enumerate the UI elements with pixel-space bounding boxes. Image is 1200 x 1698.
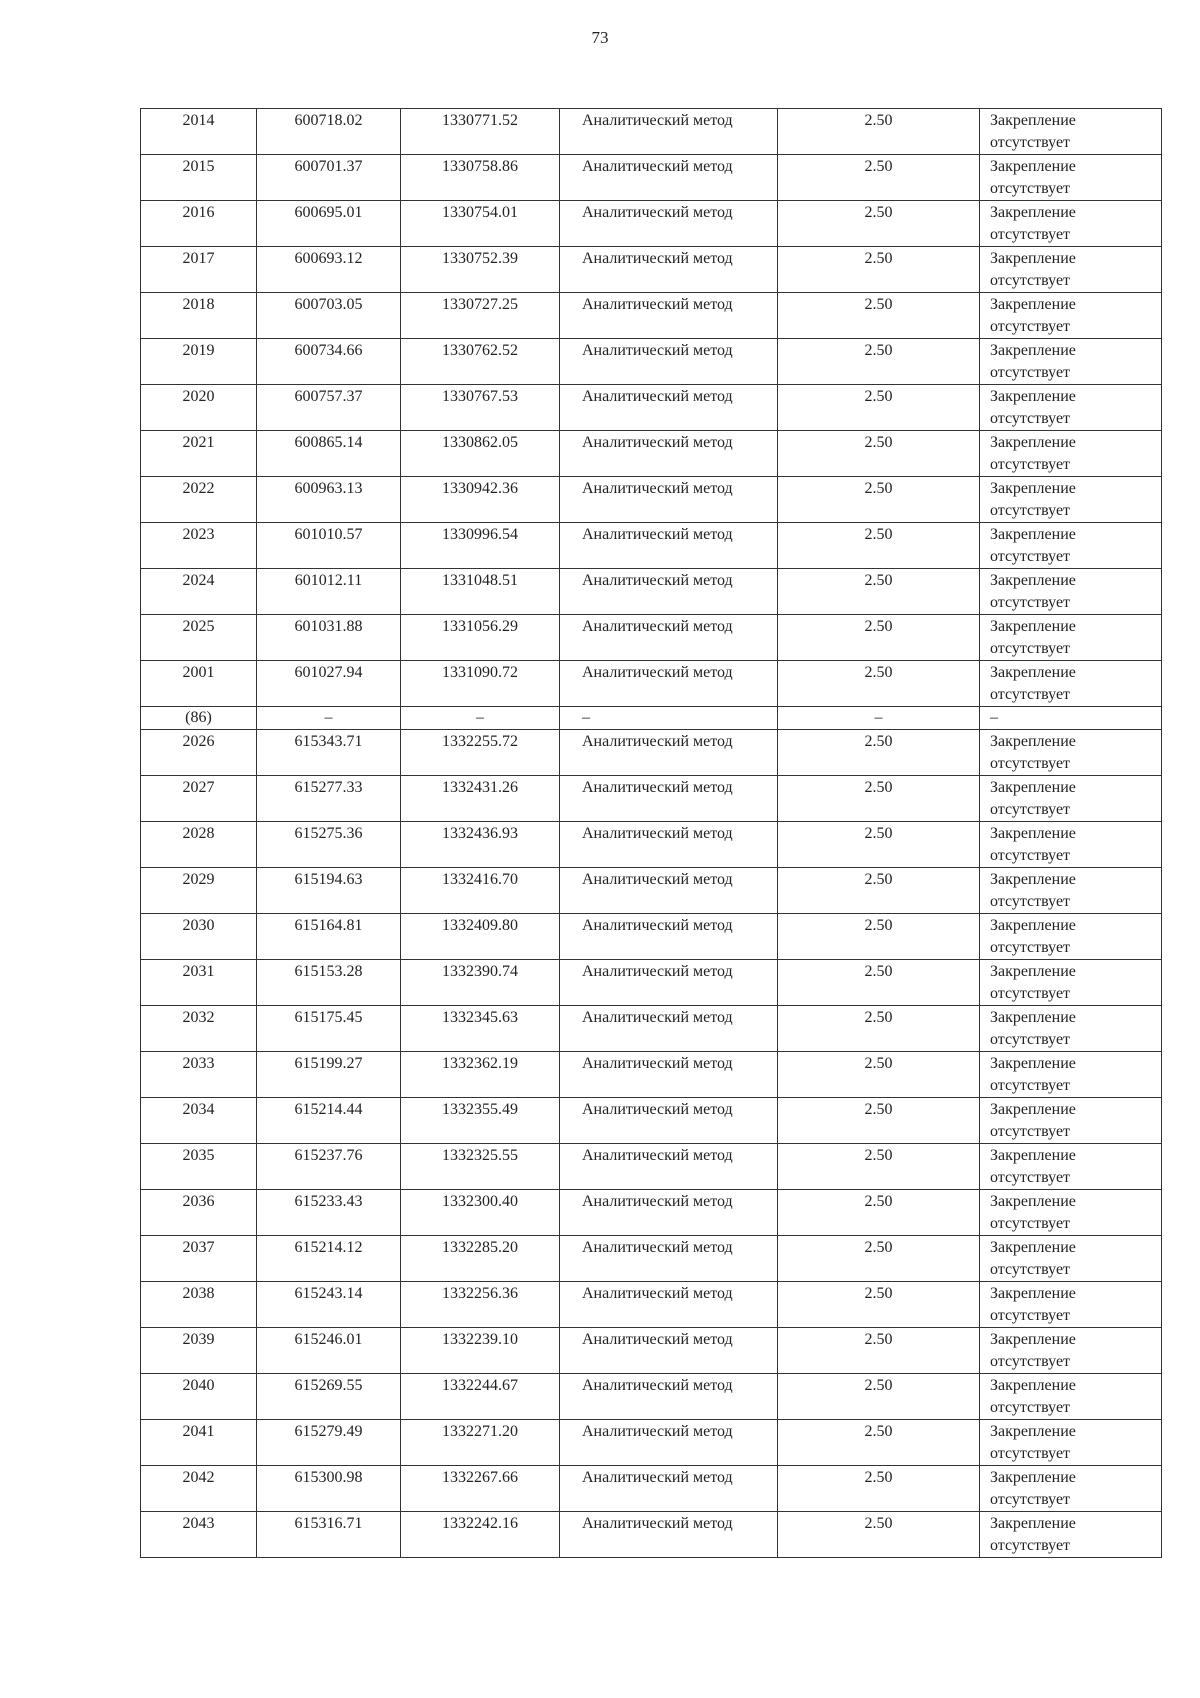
accuracy-cell: 2.50 bbox=[778, 960, 980, 1006]
table-row bbox=[141, 1144, 1162, 1190]
point-number-cell: 2031 bbox=[141, 960, 257, 1006]
point-number-cell: 2042 bbox=[141, 1466, 257, 1512]
point-number-cell: 2026 bbox=[141, 730, 257, 776]
x-coordinate-cell: 600718.02 bbox=[257, 109, 401, 155]
x-coordinate-cell: 615214.44 bbox=[257, 1098, 401, 1144]
fixation-cell: Закрепление отсутствует bbox=[980, 155, 1162, 201]
y-coordinate-cell: 1330767.53 bbox=[401, 385, 560, 431]
method-cell: Аналитический метод bbox=[560, 661, 778, 707]
method-cell: Аналитический метод bbox=[560, 1512, 778, 1558]
fixation-cell: Закрепление отсутствует bbox=[980, 201, 1162, 247]
method-cell: Аналитический метод bbox=[560, 155, 778, 201]
x-coordinate-cell: 600734.66 bbox=[257, 339, 401, 385]
method-cell: Аналитический метод bbox=[560, 1420, 778, 1466]
accuracy-cell: 2.50 bbox=[778, 477, 980, 523]
point-number-cell: 2037 bbox=[141, 1236, 257, 1282]
method-cell: Аналитический метод bbox=[560, 1098, 778, 1144]
point-number-cell: 2024 bbox=[141, 569, 257, 615]
table-row bbox=[141, 155, 1162, 201]
table-row bbox=[141, 1282, 1162, 1328]
y-coordinate-cell: 1332256.36 bbox=[401, 1282, 560, 1328]
point-number-cell: 2034 bbox=[141, 1098, 257, 1144]
x-coordinate-cell: 615164.81 bbox=[257, 914, 401, 960]
table-row bbox=[141, 523, 1162, 569]
y-coordinate-cell: 1332239.10 bbox=[401, 1328, 560, 1374]
fixation-cell: Закрепление отсутствует bbox=[980, 615, 1162, 661]
accuracy-cell: 2.50 bbox=[778, 661, 980, 707]
accuracy-cell: 2.50 bbox=[778, 914, 980, 960]
x-coordinate-cell: 601012.11 bbox=[257, 569, 401, 615]
x-coordinate-cell: 615269.55 bbox=[257, 1374, 401, 1420]
accuracy-cell: 2.50 bbox=[778, 339, 980, 385]
method-cell: Аналитический метод bbox=[560, 109, 778, 155]
point-number-cell: 2018 bbox=[141, 293, 257, 339]
x-coordinate-cell: – bbox=[257, 707, 401, 730]
table-row bbox=[141, 960, 1162, 1006]
method-cell: Аналитический метод bbox=[560, 1466, 778, 1512]
table-row bbox=[141, 1374, 1162, 1420]
method-cell: Аналитический метод bbox=[560, 1282, 778, 1328]
method-cell: Аналитический метод bbox=[560, 431, 778, 477]
x-coordinate-cell: 615277.33 bbox=[257, 776, 401, 822]
method-cell: Аналитический метод bbox=[560, 385, 778, 431]
y-coordinate-cell: – bbox=[401, 707, 560, 730]
x-coordinate-cell: 600865.14 bbox=[257, 431, 401, 477]
point-number-cell: 2020 bbox=[141, 385, 257, 431]
fixation-cell: Закрепление отсутствует bbox=[980, 776, 1162, 822]
fixation-cell: Закрепление отсутствует bbox=[980, 1328, 1162, 1374]
x-coordinate-cell: 615214.12 bbox=[257, 1236, 401, 1282]
table-row bbox=[141, 1512, 1162, 1558]
accuracy-cell: 2.50 bbox=[778, 569, 980, 615]
method-cell: Аналитический метод bbox=[560, 339, 778, 385]
accuracy-cell: 2.50 bbox=[778, 868, 980, 914]
accuracy-cell: 2.50 bbox=[778, 1144, 980, 1190]
y-coordinate-cell: 1332431.26 bbox=[401, 776, 560, 822]
point-number-cell: 2001 bbox=[141, 661, 257, 707]
table-row bbox=[141, 822, 1162, 868]
table-row bbox=[141, 109, 1162, 155]
point-number-cell: 2027 bbox=[141, 776, 257, 822]
point-number-cell: 2022 bbox=[141, 477, 257, 523]
point-number-cell: (86) bbox=[141, 707, 257, 730]
method-cell: Аналитический метод bbox=[560, 914, 778, 960]
x-coordinate-cell: 615300.98 bbox=[257, 1466, 401, 1512]
x-coordinate-cell: 615194.63 bbox=[257, 868, 401, 914]
y-coordinate-cell: 1331048.51 bbox=[401, 569, 560, 615]
table-row bbox=[141, 707, 1162, 730]
y-coordinate-cell: 1330754.01 bbox=[401, 201, 560, 247]
x-coordinate-cell: 600693.12 bbox=[257, 247, 401, 293]
x-coordinate-cell: 600695.01 bbox=[257, 201, 401, 247]
accuracy-cell: 2.50 bbox=[778, 155, 980, 201]
fixation-cell: Закрепление отсутствует bbox=[980, 1466, 1162, 1512]
y-coordinate-cell: 1332242.16 bbox=[401, 1512, 560, 1558]
point-number-cell: 2023 bbox=[141, 523, 257, 569]
y-coordinate-cell: 1332244.67 bbox=[401, 1374, 560, 1420]
method-cell: Аналитический метод bbox=[560, 247, 778, 293]
fixation-cell: Закрепление отсутствует bbox=[980, 960, 1162, 1006]
method-cell: Аналитический метод bbox=[560, 615, 778, 661]
fixation-cell: – bbox=[980, 707, 1162, 730]
fixation-cell: Закрепление отсутствует bbox=[980, 339, 1162, 385]
accuracy-cell: 2.50 bbox=[778, 523, 980, 569]
table-row bbox=[141, 569, 1162, 615]
point-number-cell: 2039 bbox=[141, 1328, 257, 1374]
table-row bbox=[141, 293, 1162, 339]
method-cell: Аналитический метод bbox=[560, 1236, 778, 1282]
fixation-cell: Закрепление отсутствует bbox=[980, 822, 1162, 868]
fixation-cell: Закрепление отсутствует bbox=[980, 1236, 1162, 1282]
y-coordinate-cell: 1332409.80 bbox=[401, 914, 560, 960]
table-row bbox=[141, 661, 1162, 707]
point-number-cell: 2016 bbox=[141, 201, 257, 247]
table-row bbox=[141, 1098, 1162, 1144]
method-cell: Аналитический метод bbox=[560, 1144, 778, 1190]
y-coordinate-cell: 1332355.49 bbox=[401, 1098, 560, 1144]
accuracy-cell: 2.50 bbox=[778, 1466, 980, 1512]
x-coordinate-cell: 615233.43 bbox=[257, 1190, 401, 1236]
method-cell: Аналитический метод bbox=[560, 776, 778, 822]
point-number-cell: 2040 bbox=[141, 1374, 257, 1420]
table-row bbox=[141, 431, 1162, 477]
fixation-cell: Закрепление отсутствует bbox=[980, 868, 1162, 914]
y-coordinate-cell: 1330752.39 bbox=[401, 247, 560, 293]
fixation-cell: Закрепление отсутствует bbox=[980, 247, 1162, 293]
y-coordinate-cell: 1332362.19 bbox=[401, 1052, 560, 1098]
method-cell: Аналитический метод bbox=[560, 201, 778, 247]
x-coordinate-cell: 615199.27 bbox=[257, 1052, 401, 1098]
y-coordinate-cell: 1330727.25 bbox=[401, 293, 560, 339]
table-row bbox=[141, 1006, 1162, 1052]
method-cell: Аналитический метод bbox=[560, 1052, 778, 1098]
point-number-cell: 2017 bbox=[141, 247, 257, 293]
accuracy-cell: 2.50 bbox=[778, 247, 980, 293]
method-cell: Аналитический метод bbox=[560, 1190, 778, 1236]
y-coordinate-cell: 1330862.05 bbox=[401, 431, 560, 477]
accuracy-cell: 2.50 bbox=[778, 1328, 980, 1374]
x-coordinate-cell: 600703.05 bbox=[257, 293, 401, 339]
table-row bbox=[141, 477, 1162, 523]
method-cell: Аналитический метод bbox=[560, 1006, 778, 1052]
fixation-cell: Закрепление отсутствует bbox=[980, 109, 1162, 155]
table-row bbox=[141, 1236, 1162, 1282]
fixation-cell: Закрепление отсутствует bbox=[980, 1144, 1162, 1190]
y-coordinate-cell: 1332285.20 bbox=[401, 1236, 560, 1282]
fixation-cell: Закрепление отсутствует bbox=[980, 569, 1162, 615]
x-coordinate-cell: 600701.37 bbox=[257, 155, 401, 201]
table-row bbox=[141, 1190, 1162, 1236]
point-number-cell: 2025 bbox=[141, 615, 257, 661]
fixation-cell: Закрепление отсутствует bbox=[980, 730, 1162, 776]
point-number-cell: 2029 bbox=[141, 868, 257, 914]
table-row bbox=[141, 730, 1162, 776]
accuracy-cell: 2.50 bbox=[778, 1190, 980, 1236]
y-coordinate-cell: 1332271.20 bbox=[401, 1420, 560, 1466]
point-number-cell: 2033 bbox=[141, 1052, 257, 1098]
page-number: 73 bbox=[591, 28, 609, 47]
accuracy-cell: 2.50 bbox=[778, 201, 980, 247]
point-number-cell: 2030 bbox=[141, 914, 257, 960]
x-coordinate-cell: 600963.13 bbox=[257, 477, 401, 523]
y-coordinate-cell: 1332325.55 bbox=[401, 1144, 560, 1190]
x-coordinate-cell: 615246.01 bbox=[257, 1328, 401, 1374]
method-cell: Аналитический метод bbox=[560, 523, 778, 569]
method-cell: Аналитический метод bbox=[560, 477, 778, 523]
table-row bbox=[141, 1328, 1162, 1374]
x-coordinate-cell: 600757.37 bbox=[257, 385, 401, 431]
method-cell: Аналитический метод bbox=[560, 1374, 778, 1420]
fixation-cell: Закрепление отсутствует bbox=[980, 523, 1162, 569]
fixation-cell: Закрепление отсутствует bbox=[980, 1374, 1162, 1420]
table-row bbox=[141, 247, 1162, 293]
method-cell: Аналитический метод bbox=[560, 730, 778, 776]
point-number-cell: 2032 bbox=[141, 1006, 257, 1052]
y-coordinate-cell: 1331056.29 bbox=[401, 615, 560, 661]
accuracy-cell: 2.50 bbox=[778, 1282, 980, 1328]
y-coordinate-cell: 1332345.63 bbox=[401, 1006, 560, 1052]
fixation-cell: Закрепление отсутствует bbox=[980, 1420, 1162, 1466]
y-coordinate-cell: 1331090.72 bbox=[401, 661, 560, 707]
fixation-cell: Закрепление отсутствует bbox=[980, 914, 1162, 960]
accuracy-cell: – bbox=[778, 707, 980, 730]
y-coordinate-cell: 1332390.74 bbox=[401, 960, 560, 1006]
table-row bbox=[141, 776, 1162, 822]
y-coordinate-cell: 1332255.72 bbox=[401, 730, 560, 776]
method-cell: – bbox=[560, 707, 778, 730]
fixation-cell: Закрепление отсутствует bbox=[980, 1190, 1162, 1236]
accuracy-cell: 2.50 bbox=[778, 293, 980, 339]
y-coordinate-cell: 1330758.86 bbox=[401, 155, 560, 201]
y-coordinate-cell: 1332300.40 bbox=[401, 1190, 560, 1236]
accuracy-cell: 2.50 bbox=[778, 1374, 980, 1420]
table-row bbox=[141, 615, 1162, 661]
point-number-cell: 2028 bbox=[141, 822, 257, 868]
y-coordinate-cell: 1332416.70 bbox=[401, 868, 560, 914]
accuracy-cell: 2.50 bbox=[778, 1006, 980, 1052]
x-coordinate-cell: 615343.71 bbox=[257, 730, 401, 776]
fixation-cell: Закрепление отсутствует bbox=[980, 1098, 1162, 1144]
x-coordinate-cell: 615275.36 bbox=[257, 822, 401, 868]
y-coordinate-cell: 1332267.66 bbox=[401, 1466, 560, 1512]
coordinates-table bbox=[140, 108, 1162, 1558]
method-cell: Аналитический метод bbox=[560, 1328, 778, 1374]
point-number-cell: 2019 bbox=[141, 339, 257, 385]
x-coordinate-cell: 615175.45 bbox=[257, 1006, 401, 1052]
y-coordinate-cell: 1330762.52 bbox=[401, 339, 560, 385]
method-cell: Аналитический метод bbox=[560, 293, 778, 339]
y-coordinate-cell: 1330996.54 bbox=[401, 523, 560, 569]
fixation-cell: Закрепление отсутствует bbox=[980, 431, 1162, 477]
accuracy-cell: 2.50 bbox=[778, 1098, 980, 1144]
fixation-cell: Закрепление отсутствует bbox=[980, 1006, 1162, 1052]
y-coordinate-cell: 1330771.52 bbox=[401, 109, 560, 155]
table-row bbox=[141, 1466, 1162, 1512]
point-number-cell: 2038 bbox=[141, 1282, 257, 1328]
accuracy-cell: 2.50 bbox=[778, 776, 980, 822]
x-coordinate-cell: 601031.88 bbox=[257, 615, 401, 661]
method-cell: Аналитический метод bbox=[560, 569, 778, 615]
accuracy-cell: 2.50 bbox=[778, 615, 980, 661]
point-number-cell: 2014 bbox=[141, 109, 257, 155]
method-cell: Аналитический метод bbox=[560, 868, 778, 914]
accuracy-cell: 2.50 bbox=[778, 1512, 980, 1558]
y-coordinate-cell: 1332436.93 bbox=[401, 822, 560, 868]
point-number-cell: 2041 bbox=[141, 1420, 257, 1466]
method-cell: Аналитический метод bbox=[560, 822, 778, 868]
x-coordinate-cell: 615279.49 bbox=[257, 1420, 401, 1466]
accuracy-cell: 2.50 bbox=[778, 1236, 980, 1282]
accuracy-cell: 2.50 bbox=[778, 109, 980, 155]
table-row bbox=[141, 339, 1162, 385]
accuracy-cell: 2.50 bbox=[778, 1420, 980, 1466]
accuracy-cell: 2.50 bbox=[778, 385, 980, 431]
fixation-cell: Закрепление отсутствует bbox=[980, 293, 1162, 339]
accuracy-cell: 2.50 bbox=[778, 431, 980, 477]
x-coordinate-cell: 601027.94 bbox=[257, 661, 401, 707]
fixation-cell: Закрепление отсутствует bbox=[980, 1052, 1162, 1098]
table-row bbox=[141, 1052, 1162, 1098]
y-coordinate-cell: 1330942.36 bbox=[401, 477, 560, 523]
accuracy-cell: 2.50 bbox=[778, 730, 980, 776]
fixation-cell: Закрепление отсутствует bbox=[980, 661, 1162, 707]
x-coordinate-cell: 615237.76 bbox=[257, 1144, 401, 1190]
coordinates-table-body bbox=[141, 109, 1162, 1558]
point-number-cell: 2043 bbox=[141, 1512, 257, 1558]
table-row bbox=[141, 385, 1162, 431]
x-coordinate-cell: 601010.57 bbox=[257, 523, 401, 569]
point-number-cell: 2035 bbox=[141, 1144, 257, 1190]
point-number-cell: 2036 bbox=[141, 1190, 257, 1236]
table-row bbox=[141, 914, 1162, 960]
x-coordinate-cell: 615243.14 bbox=[257, 1282, 401, 1328]
table-row bbox=[141, 1420, 1162, 1466]
method-cell: Аналитический метод bbox=[560, 960, 778, 1006]
table-row bbox=[141, 868, 1162, 914]
fixation-cell: Закрепление отсутствует bbox=[980, 385, 1162, 431]
point-number-cell: 2015 bbox=[141, 155, 257, 201]
accuracy-cell: 2.50 bbox=[778, 1052, 980, 1098]
fixation-cell: Закрепление отсутствует bbox=[980, 477, 1162, 523]
fixation-cell: Закрепление отсутствует bbox=[980, 1282, 1162, 1328]
accuracy-cell: 2.50 bbox=[778, 822, 980, 868]
x-coordinate-cell: 615153.28 bbox=[257, 960, 401, 1006]
x-coordinate-cell: 615316.71 bbox=[257, 1512, 401, 1558]
point-number-cell: 2021 bbox=[141, 431, 257, 477]
table-row bbox=[141, 201, 1162, 247]
fixation-cell: Закрепление отсутствует bbox=[980, 1512, 1162, 1558]
